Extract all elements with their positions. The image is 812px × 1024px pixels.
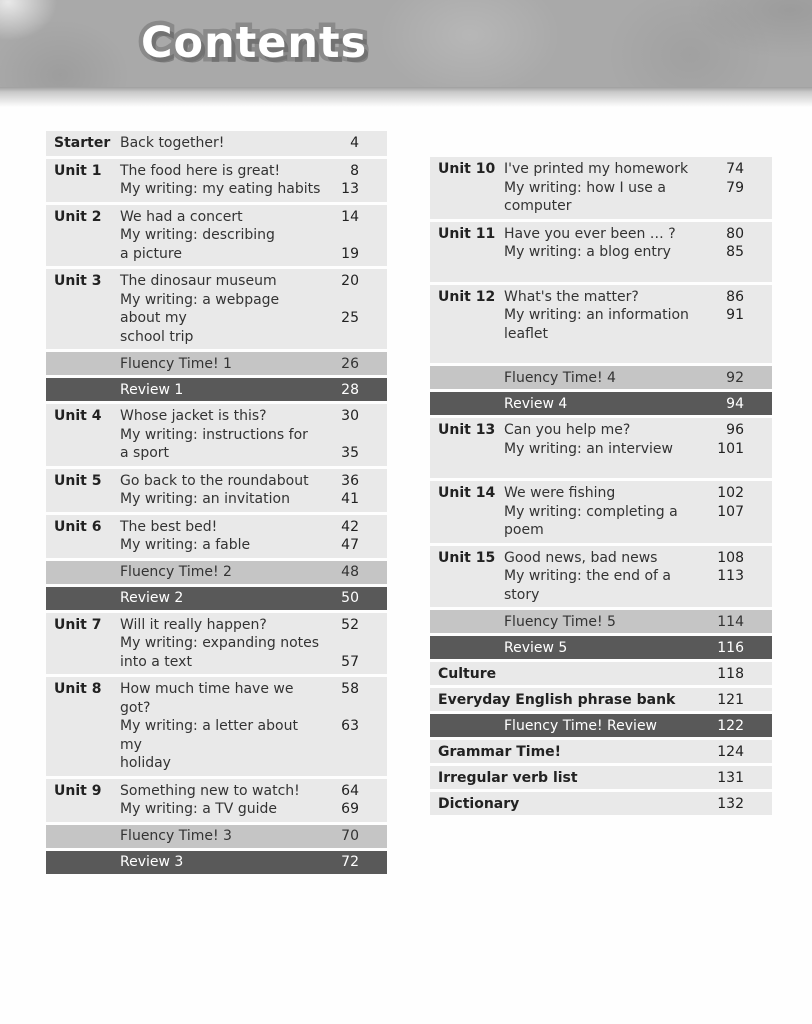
unit-page-numbers xyxy=(323,272,359,328)
page-number xyxy=(323,426,359,445)
header-fade xyxy=(0,87,812,107)
band-label: Fluency Time! 5 xyxy=(504,613,616,630)
unit-title-line: My writing: a blog entry xyxy=(504,244,671,260)
page-header xyxy=(0,0,812,87)
unit-title-line: My writing: my eating habits xyxy=(120,181,321,197)
page-number: 20 xyxy=(341,273,359,289)
unit-page-numbers xyxy=(708,288,744,325)
unit-label: Unit 4 xyxy=(54,408,102,424)
unit-titles xyxy=(120,272,323,346)
unit-title-line: Have you ever been … ? xyxy=(504,225,676,242)
page-number: 86 xyxy=(726,288,744,305)
section-label: Dictionary xyxy=(438,795,520,812)
toc-unit-row xyxy=(430,481,772,543)
page-number: 35 xyxy=(341,445,359,461)
section-label: Everyday English phrase bank xyxy=(438,691,676,708)
unit-title-line: holiday xyxy=(120,755,171,771)
unit-title-line: into a text xyxy=(120,653,192,670)
review-band-row xyxy=(46,851,387,874)
fluency-band-row xyxy=(46,561,387,584)
page-number: 116 xyxy=(717,639,744,656)
unit-page-numbers xyxy=(708,421,744,458)
unit-label: Unit 13 xyxy=(438,422,496,438)
page-number: 85 xyxy=(726,244,744,260)
page-number xyxy=(323,634,359,653)
unit-page-numbers xyxy=(708,549,744,586)
review-band-row xyxy=(430,636,772,659)
unit-titles xyxy=(504,288,708,344)
unit-title-line: a picture xyxy=(120,245,182,262)
page-number: 57 xyxy=(341,653,359,670)
page-number: 101 xyxy=(717,440,744,457)
fluency-band-row xyxy=(430,610,772,633)
unit-title-line: The food here is great! xyxy=(120,162,281,179)
unit-title-line: Back together! xyxy=(120,135,225,151)
page-number xyxy=(323,226,359,245)
page-number: 70 xyxy=(341,828,359,844)
unit-title-line: My writing: an interview xyxy=(504,440,673,457)
toc-section-row xyxy=(430,792,772,815)
band-label: Review 2 xyxy=(120,590,184,606)
unit-page-numbers xyxy=(708,484,744,521)
page-number: 28 xyxy=(341,381,359,398)
unit-label: Unit 3 xyxy=(54,273,102,289)
page-number: 30 xyxy=(341,408,359,424)
unit-title-line: What's the matter? xyxy=(504,288,639,305)
toc-unit-row xyxy=(46,131,387,156)
unit-page-numbers xyxy=(323,782,359,819)
band-label: Review 3 xyxy=(120,854,184,870)
unit-title-line: My writing: expanding notes xyxy=(120,635,320,651)
unit-label: Unit 2 xyxy=(54,208,102,225)
unit-title-line: Something new to watch! xyxy=(120,782,300,799)
unit-label: Unit 5 xyxy=(54,472,102,489)
unit-page-numbers xyxy=(323,162,359,199)
band-label: Fluency Time! 3 xyxy=(120,828,232,844)
unit-page-numbers xyxy=(708,160,744,197)
page-number: 19 xyxy=(341,245,359,262)
unit-title-line: I've printed my homework xyxy=(504,161,689,177)
review-band-row xyxy=(46,587,387,610)
unit-title-line: My writing: a TV guide xyxy=(120,801,277,817)
page-number: 58 xyxy=(341,681,359,697)
unit-titles xyxy=(120,162,323,199)
page-title: Contents xyxy=(141,18,368,68)
page-number: 36 xyxy=(341,472,359,489)
page-number: 80 xyxy=(726,225,744,242)
toc-unit-row xyxy=(430,222,772,282)
unit-page-numbers xyxy=(323,208,359,264)
band-label: Review 5 xyxy=(504,639,568,656)
unit-titles xyxy=(120,518,323,555)
unit-titles xyxy=(504,421,708,458)
unit-titles xyxy=(120,134,323,153)
toc-unit-row xyxy=(46,613,387,675)
unit-label: Starter xyxy=(54,135,111,151)
page-number: 52 xyxy=(341,616,359,633)
toc-section-row xyxy=(430,740,772,763)
page-number: 121 xyxy=(717,691,744,708)
toc-unit-row xyxy=(430,285,772,364)
toc-unit-row xyxy=(46,469,387,512)
unit-title-line: We had a concert xyxy=(120,208,243,225)
toc-unit-row xyxy=(46,779,387,822)
band-label: Fluency Time! Review xyxy=(504,717,658,734)
unit-title-line: The dinosaur museum xyxy=(120,273,277,289)
page-number: 72 xyxy=(341,854,359,870)
unit-title-line: Can you help me? xyxy=(504,422,631,438)
unit-page-numbers xyxy=(323,407,359,463)
unit-title-line: My writing: an information leaflet xyxy=(504,307,689,342)
toc-unit-row xyxy=(46,205,387,267)
unit-titles xyxy=(120,472,323,509)
toc-unit-row xyxy=(46,159,387,202)
unit-titles xyxy=(120,616,323,672)
toc-column-right xyxy=(430,157,772,815)
band-label: Fluency Time! 2 xyxy=(120,564,232,580)
unit-title-line: school trip xyxy=(120,328,194,345)
unit-title-line: My writing: a webpage about my xyxy=(120,291,280,326)
unit-page-numbers xyxy=(323,134,359,153)
page-number: 41 xyxy=(341,491,359,507)
unit-title-line: Go back to the roundabout xyxy=(120,472,309,489)
page-number: 92 xyxy=(726,369,744,386)
band-label: Review 1 xyxy=(120,381,184,398)
toc-section-row xyxy=(430,688,772,711)
band-label: Fluency Time! 4 xyxy=(504,369,616,386)
page-number: 64 xyxy=(341,782,359,799)
page-number: 14 xyxy=(341,208,359,225)
unit-label: Unit 11 xyxy=(438,225,496,242)
unit-title-line: My writing: a fable xyxy=(120,537,251,553)
unit-page-numbers xyxy=(323,472,359,509)
section-label: Culture xyxy=(438,665,497,682)
page-number: 132 xyxy=(717,795,744,812)
fluency-band-row xyxy=(46,825,387,848)
band-label: Review 4 xyxy=(504,395,568,412)
unit-label: Unit 15 xyxy=(438,549,496,566)
unit-page-numbers xyxy=(323,680,359,736)
unit-title-line: My writing: how I use a computer xyxy=(504,179,666,214)
page-number: 114 xyxy=(717,613,744,630)
unit-label: Unit 8 xyxy=(54,681,102,697)
page-number: 122 xyxy=(717,717,744,734)
toc-unit-row xyxy=(46,677,387,776)
unit-titles xyxy=(120,680,323,773)
toc-unit-row xyxy=(430,546,772,608)
unit-label: Unit 10 xyxy=(438,161,496,177)
unit-title-line: Whose jacket is this? xyxy=(120,408,267,424)
unit-label: Unit 12 xyxy=(438,288,496,305)
unit-label: Unit 14 xyxy=(438,485,496,501)
toc-unit-row xyxy=(46,404,387,466)
unit-page-numbers xyxy=(708,225,744,262)
toc-unit-row xyxy=(46,269,387,349)
unit-page-numbers xyxy=(323,616,359,672)
unit-titles xyxy=(120,208,323,264)
toc-unit-row xyxy=(430,418,772,478)
page-number: 118 xyxy=(717,665,744,682)
section-label: Grammar Time! xyxy=(438,743,562,760)
unit-label: Unit 1 xyxy=(54,162,102,179)
page-number: 8 xyxy=(350,162,359,179)
review-band-row xyxy=(430,392,772,415)
page-number: 94 xyxy=(726,395,744,412)
page-number: 50 xyxy=(341,590,359,606)
toc-unit-row xyxy=(430,157,772,219)
toc-section-row xyxy=(430,662,772,685)
page-number xyxy=(323,291,359,310)
unit-title-line: My writing: the end of a story xyxy=(504,568,671,603)
review-band-row xyxy=(46,378,387,401)
section-label: Irregular verb list xyxy=(438,769,578,786)
page-number: 48 xyxy=(341,564,359,580)
unit-titles xyxy=(504,549,708,605)
unit-title-line: We were fishing xyxy=(504,485,616,501)
page-number: 131 xyxy=(717,769,744,786)
fluency-band-row xyxy=(46,352,387,375)
page-number: 42 xyxy=(341,518,359,535)
page-number: 74 xyxy=(726,161,744,177)
unit-titles xyxy=(504,484,708,540)
unit-titles xyxy=(120,407,323,463)
toc-unit-row xyxy=(46,515,387,558)
unit-title-line: How much time have we got? xyxy=(120,681,294,716)
unit-title-line: Good news, bad news xyxy=(504,549,658,566)
page-number: 91 xyxy=(726,307,744,323)
band-label: Fluency Time! 1 xyxy=(120,355,232,372)
unit-title-line: My writing: describing xyxy=(120,227,275,243)
page-number: 79 xyxy=(726,179,744,196)
page-number: 96 xyxy=(726,422,744,438)
unit-label: Unit 6 xyxy=(54,518,102,535)
fluency-band-row xyxy=(430,366,772,389)
unit-titles xyxy=(120,782,323,819)
page-number: 108 xyxy=(717,549,744,566)
toc-section-row xyxy=(430,766,772,789)
page-number: 124 xyxy=(717,743,744,760)
page-number: 47 xyxy=(341,537,359,553)
unit-title-line: My writing: a letter about my xyxy=(120,718,298,753)
page-number: 4 xyxy=(350,135,359,151)
unit-page-numbers xyxy=(323,518,359,555)
page-number: 107 xyxy=(717,503,744,520)
toc-column-left xyxy=(46,131,387,874)
page-number: 113 xyxy=(717,568,744,584)
page-number: 25 xyxy=(341,310,359,326)
unit-title-line: The best bed! xyxy=(120,518,218,535)
unit-titles xyxy=(504,225,708,262)
page-number: 102 xyxy=(717,485,744,501)
unit-title-line: a sport xyxy=(120,445,170,461)
page-number xyxy=(323,699,359,718)
page-number: 63 xyxy=(341,718,359,734)
unit-titles xyxy=(504,160,708,216)
unit-title-line: My writing: completing a poem xyxy=(504,503,678,538)
unit-label: Unit 9 xyxy=(54,782,102,799)
unit-label: Unit 7 xyxy=(54,616,102,633)
page-number: 69 xyxy=(341,801,359,817)
unit-title-line: My writing: an invitation xyxy=(120,491,290,507)
review-band-row xyxy=(430,714,772,737)
page-number: 13 xyxy=(341,181,359,197)
unit-title-line: My writing: instructions for xyxy=(120,426,308,443)
unit-title-line: Will it really happen? xyxy=(120,616,267,633)
page-number: 26 xyxy=(341,355,359,372)
